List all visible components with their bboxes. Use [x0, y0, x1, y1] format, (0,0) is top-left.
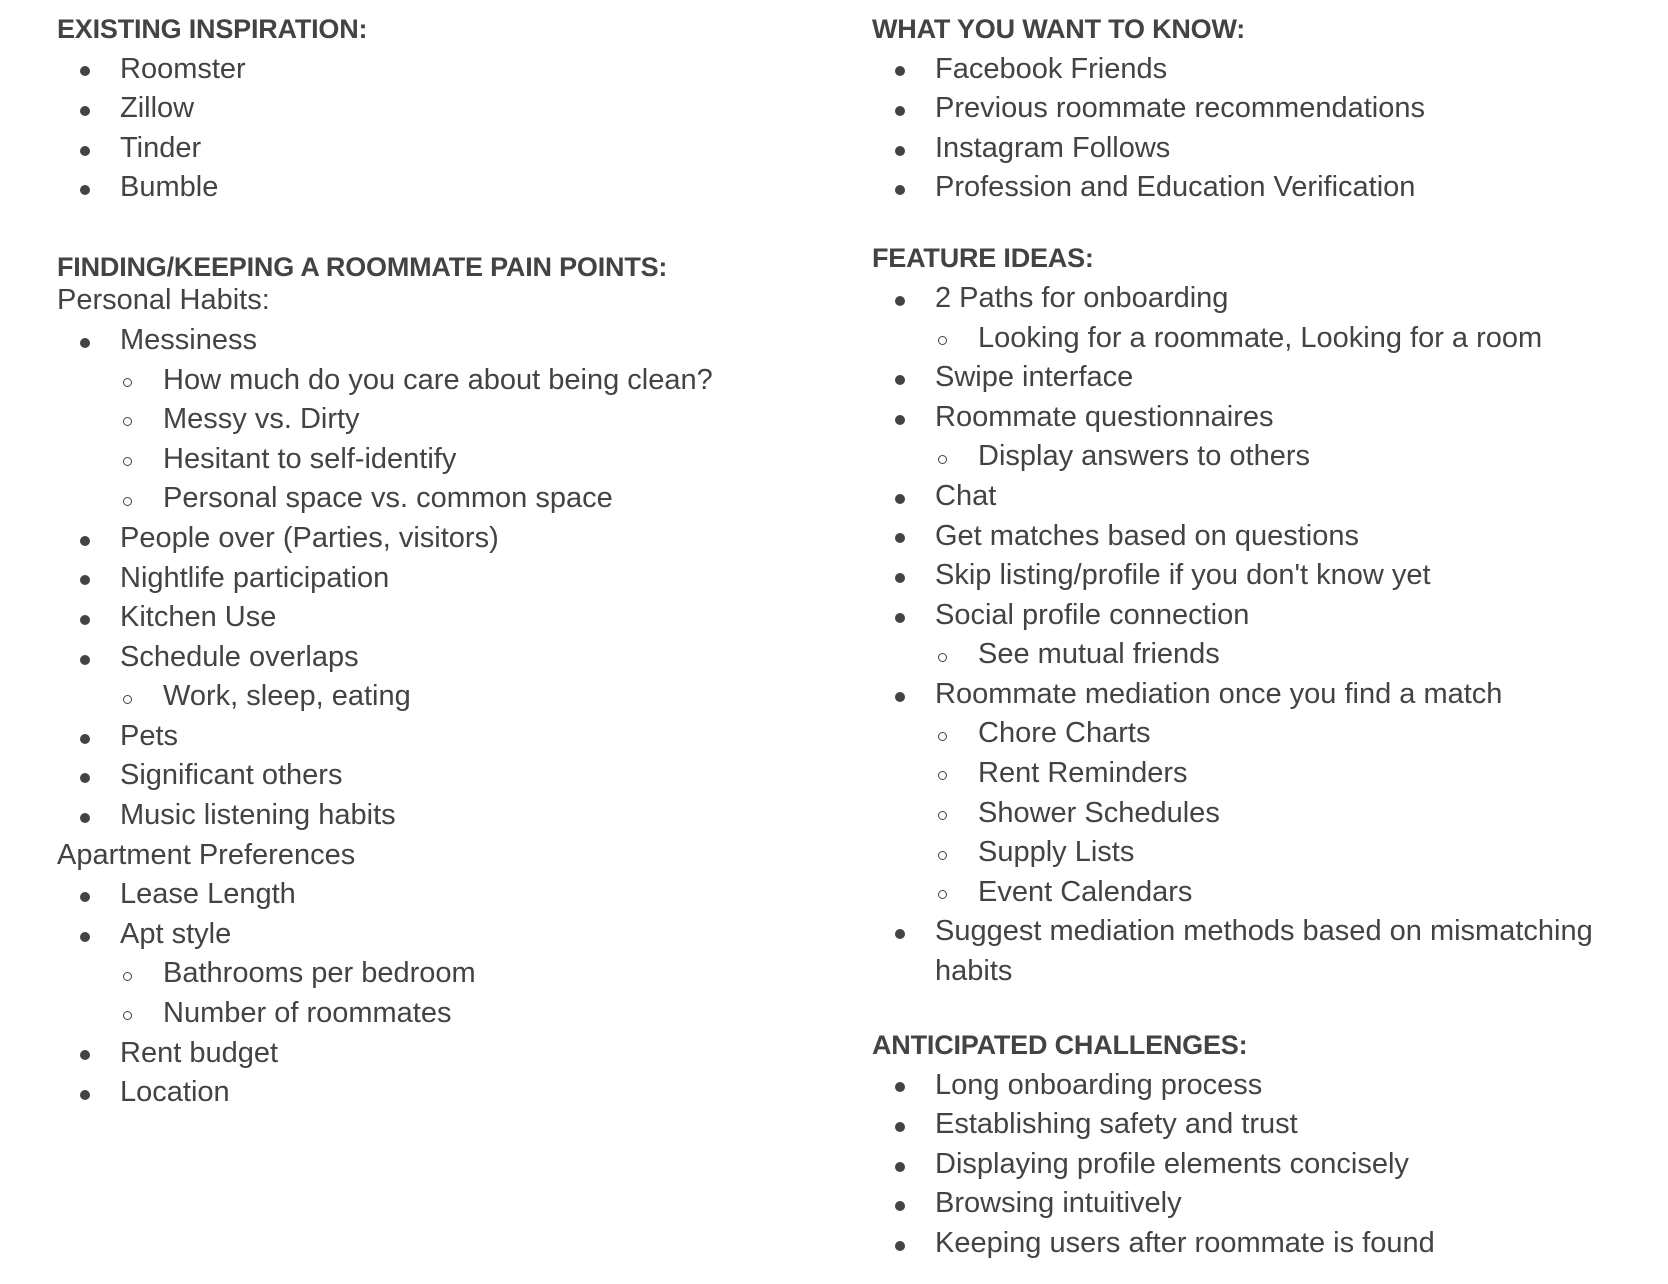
subheading-apartment-preferences: Apartment Preferences [57, 838, 356, 871]
bullet-circle-icon [123, 361, 132, 401]
bullet-circle-icon [938, 319, 947, 359]
bullet-dot-icon [80, 321, 90, 361]
bullet-dot-icon [80, 129, 90, 169]
list-item: Previous roommate recommendations [872, 89, 1652, 129]
bullet-dot-icon [80, 168, 90, 208]
sub-list-item: Looking for a roommate, Looking for a room [872, 319, 1652, 359]
bullet-dot-icon [895, 675, 905, 715]
list-item: People over (Parties, visitors) [57, 519, 847, 559]
sub-list-item: See mutual friends [872, 635, 1652, 675]
bullet-dot-icon [895, 1105, 905, 1145]
section-heading-existing-inspiration: EXISTING INSPIRATION: [57, 14, 368, 44]
list-item: Schedule overlaps [57, 638, 847, 678]
bullet-circle-icon [123, 994, 132, 1034]
section-heading-anticipated-challenges: ANTICIPATED CHALLENGES: [872, 1030, 1248, 1061]
list-item: Profession and Education Verification [872, 168, 1652, 208]
bullet-circle-icon [123, 400, 132, 440]
right-column [872, 10, 1652, 1264]
bullet-dot-icon [895, 129, 905, 169]
sub-list-item: Hesitant to self-identify [57, 440, 847, 480]
challenges-list [872, 1066, 1652, 1264]
list-item: Zillow [57, 89, 847, 129]
bullet-dot-icon [895, 1145, 905, 1185]
list-item: Get matches based on questions [872, 517, 1652, 557]
list-item: Lease Length [57, 875, 847, 915]
list-item: Displaying profile elements concisely [872, 1145, 1652, 1185]
list-item: Rent budget [57, 1034, 847, 1074]
personal-habits-list [57, 321, 847, 836]
bullet-dot-icon [80, 717, 90, 757]
section-heading-feature-ideas: FEATURE IDEAS: [872, 243, 1094, 274]
sub-list-item: Display answers to others [872, 437, 1652, 477]
sub-list-item: Chore Charts [872, 714, 1652, 754]
bullet-dot-icon [80, 559, 90, 599]
list-item: Messiness [57, 321, 847, 361]
list-item: Apt style [57, 915, 847, 955]
bullet-circle-icon [938, 833, 947, 873]
bullet-dot-icon [895, 477, 905, 517]
sub-list-item: Messy vs. Dirty [57, 400, 847, 440]
bullet-circle-icon [938, 794, 947, 834]
want-to-know-list [872, 50, 1652, 208]
bullet-dot-icon [80, 1034, 90, 1074]
list-item: Pets [57, 717, 847, 757]
bullet-dot-icon [895, 279, 905, 319]
inspiration-list [57, 50, 847, 208]
bullet-dot-icon [80, 875, 90, 915]
bullet-dot-icon [80, 1073, 90, 1113]
bullet-circle-icon [938, 873, 947, 913]
list-item: Significant others [57, 756, 847, 796]
bullet-dot-icon [895, 1184, 905, 1224]
bullet-circle-icon [123, 677, 132, 717]
bullet-circle-icon [123, 479, 132, 519]
list-item: 2 Paths for onboarding [872, 279, 1652, 319]
list-item: Suggest mediation methods based on mismatching habits [872, 912, 1640, 991]
sub-list-item: How much do you care about being clean? [57, 361, 847, 401]
list-item: Establishing safety and trust [872, 1105, 1652, 1145]
list-item: Chat [872, 477, 1652, 517]
list-item: Roommate questionnaires [872, 398, 1652, 438]
bullet-dot-icon [80, 50, 90, 90]
list-item: Kitchen Use [57, 598, 847, 638]
bullet-circle-icon [938, 437, 947, 477]
list-item: Skip listing/profile if you don't know yet [872, 556, 1652, 596]
bullet-circle-icon [938, 754, 947, 794]
bullet-dot-icon [80, 796, 90, 836]
list-item: Nightlife participation [57, 559, 847, 599]
bullet-dot-icon [80, 915, 90, 955]
feature-ideas-list [872, 279, 1652, 992]
list-item: Tinder [57, 129, 847, 169]
sub-list-item: Shower Schedules [872, 794, 1652, 834]
sub-list-item: Bathrooms per bedroom [57, 954, 847, 994]
list-item: Music listening habits [57, 796, 847, 836]
list-item: Instagram Follows [872, 129, 1652, 169]
list-item: Long onboarding process [872, 1066, 1652, 1106]
bullet-dot-icon [895, 596, 905, 636]
bullet-dot-icon [895, 89, 905, 129]
list-item: Roomster [57, 50, 847, 90]
list-item: Browsing intuitively [872, 1184, 1652, 1224]
bullet-dot-icon [895, 358, 905, 398]
list-item: Keeping users after roommate is found [872, 1224, 1652, 1264]
sub-list-item: Number of roommates [57, 994, 847, 1034]
subheading-personal-habits: Personal Habits: [57, 284, 270, 317]
sub-list-item: Rent Reminders [872, 754, 1652, 794]
sub-list-item: Supply Lists [872, 833, 1652, 873]
list-item: Swipe interface [872, 358, 1652, 398]
bullet-dot-icon [895, 398, 905, 438]
bullet-dot-icon [80, 519, 90, 559]
bullet-circle-icon [123, 440, 132, 480]
sub-list-item: Work, sleep, eating [57, 677, 847, 717]
bullet-circle-icon [123, 954, 132, 994]
left-column [57, 10, 847, 1113]
bullet-dot-icon [895, 50, 905, 90]
bullet-dot-icon [895, 1224, 905, 1264]
list-item: Facebook Friends [872, 50, 1652, 90]
list-item: Social profile connection [872, 596, 1652, 636]
list-item: Roommate mediation once you find a match [872, 675, 1652, 715]
list-item: Bumble [57, 168, 847, 208]
bullet-dot-icon [80, 638, 90, 678]
bullet-dot-icon [895, 168, 905, 208]
bullet-dot-icon [895, 556, 905, 596]
apartment-preferences-list [57, 875, 847, 1113]
list-item: Location [57, 1073, 847, 1113]
bullet-dot-icon [80, 89, 90, 129]
section-heading-what-you-want-to-know: WHAT YOU WANT TO KNOW: [872, 14, 1246, 44]
sub-list-item: Event Calendars [872, 873, 1652, 913]
bullet-circle-icon [938, 635, 947, 675]
bullet-dot-icon [80, 756, 90, 796]
bullet-dot-icon [895, 1066, 905, 1106]
bullet-dot-icon [895, 912, 905, 952]
section-heading-pain-points: FINDING/KEEPING A ROOMMATE PAIN POINTS: [57, 252, 668, 283]
sub-list-item: Personal space vs. common space [57, 479, 847, 519]
bullet-dot-icon [80, 598, 90, 638]
bullet-circle-icon [938, 714, 947, 754]
bullet-dot-icon [895, 517, 905, 557]
